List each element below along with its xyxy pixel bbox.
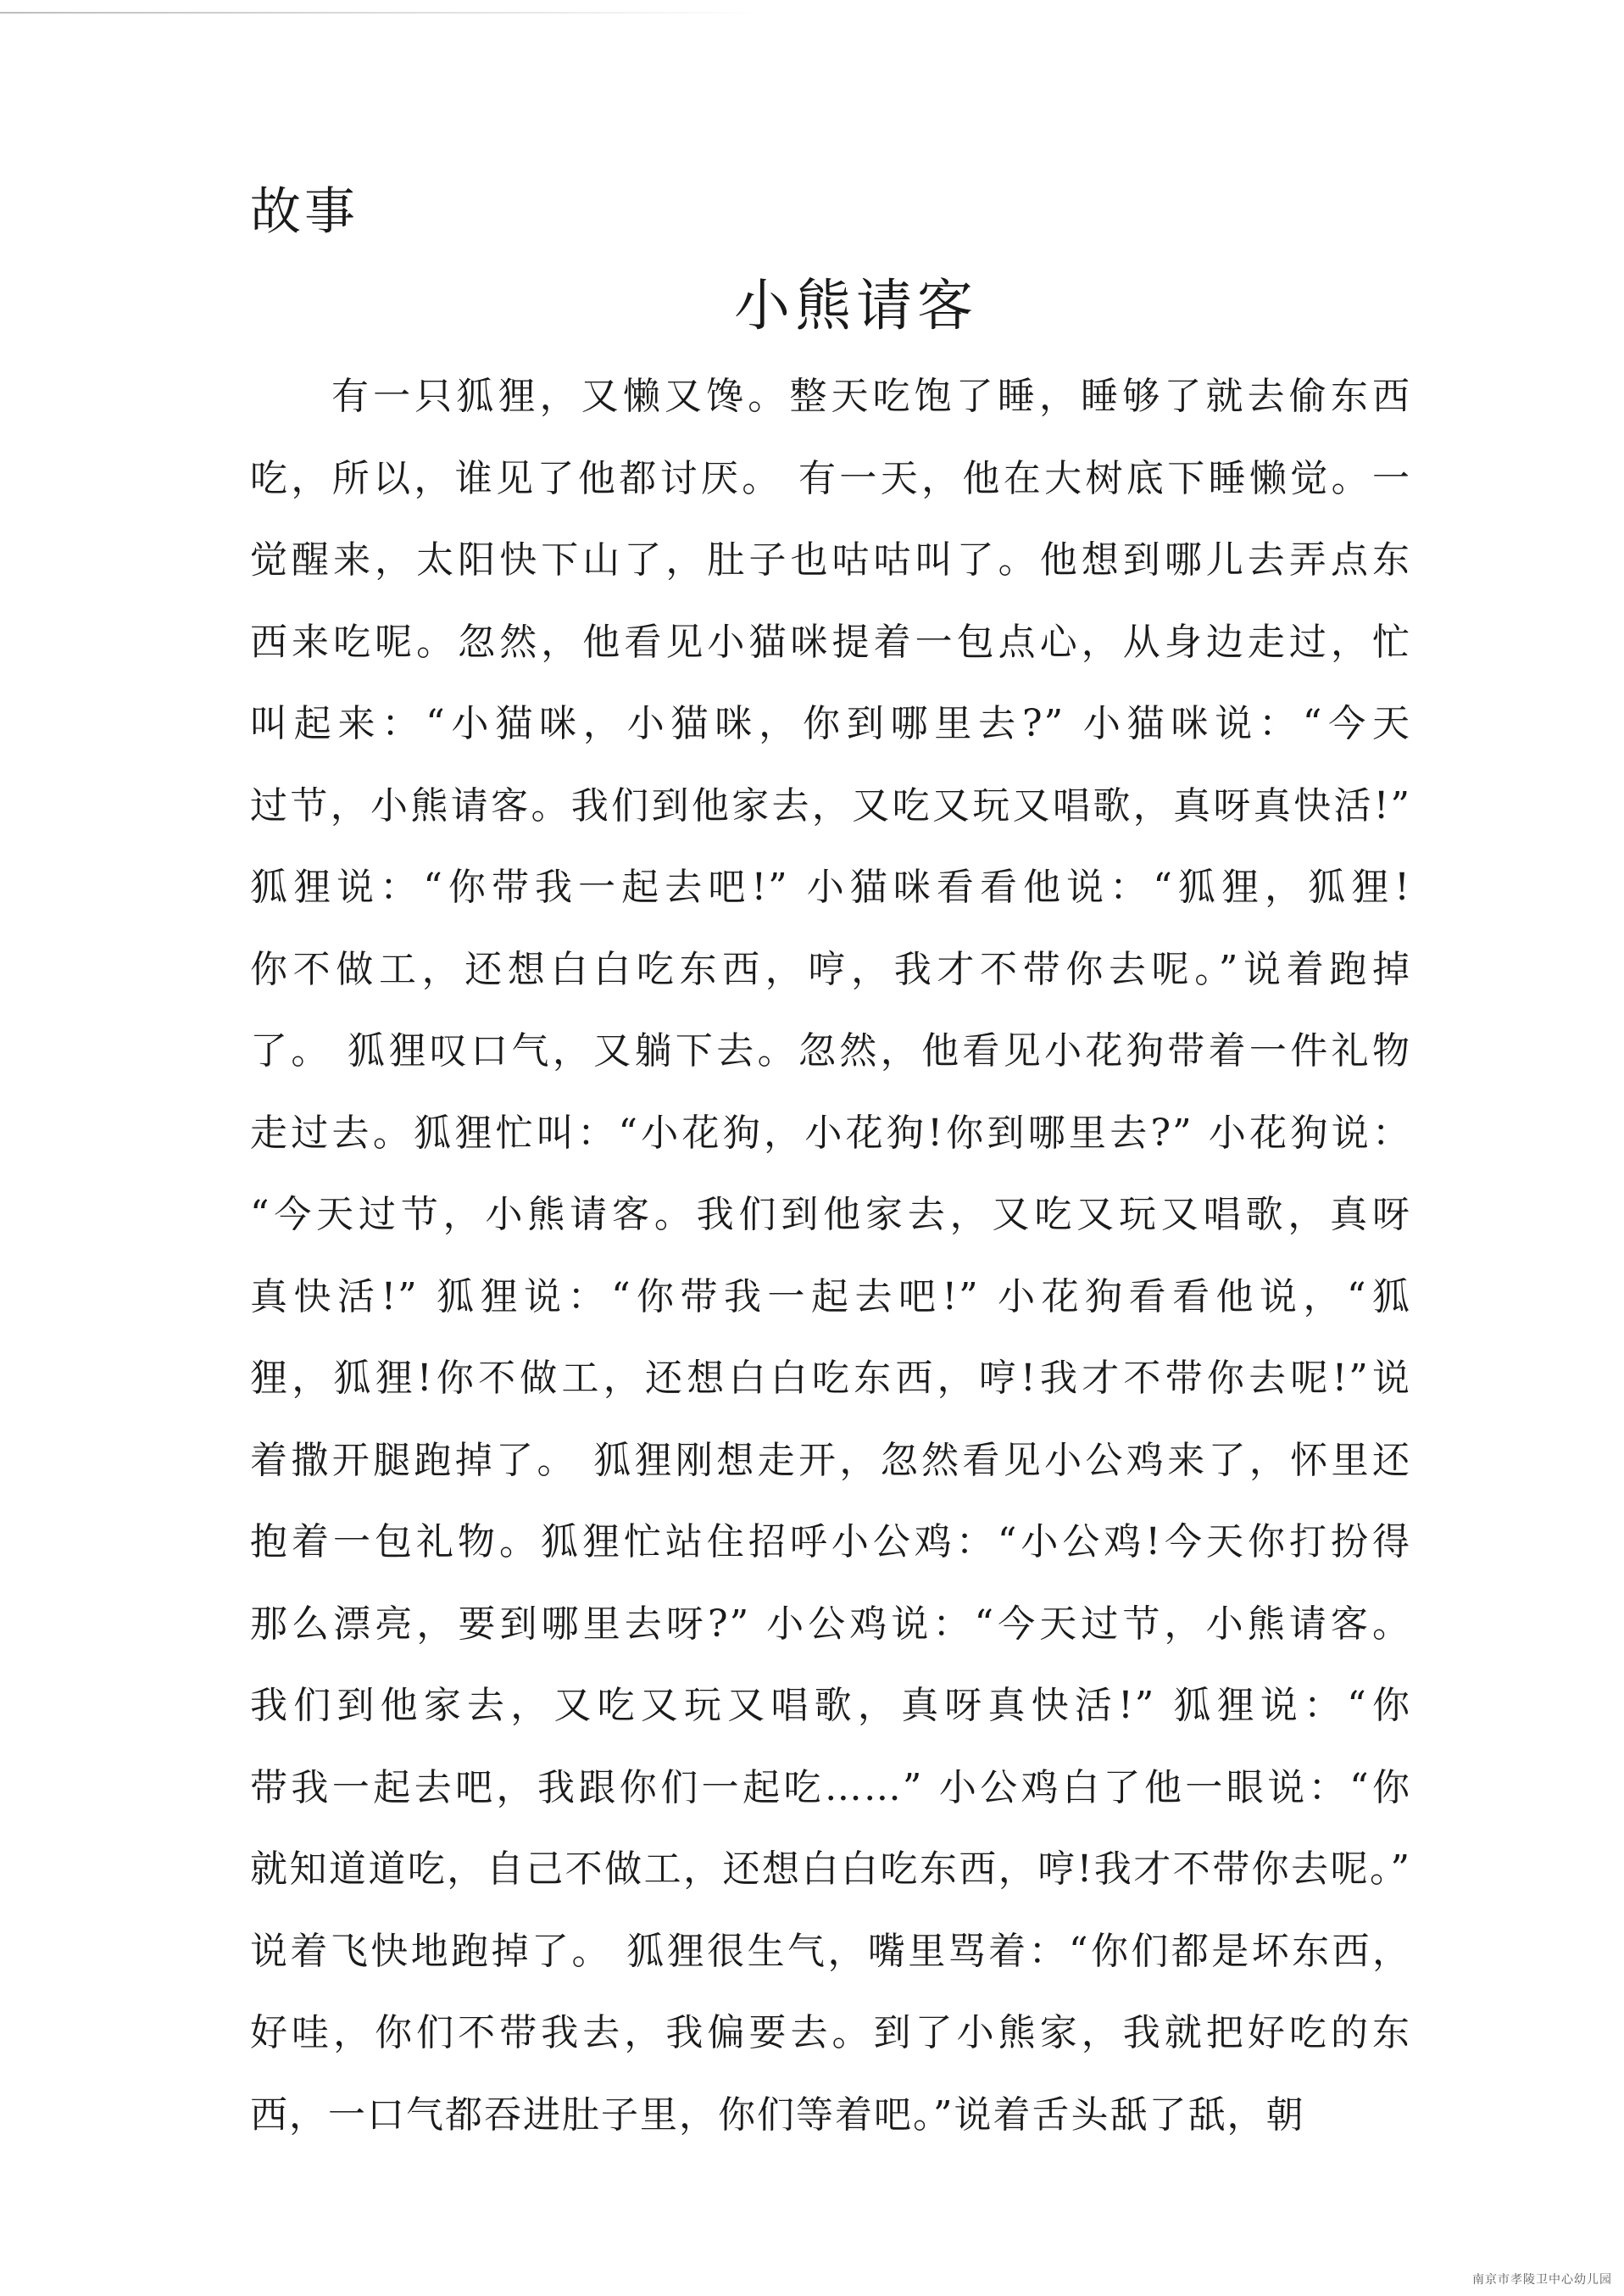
body-line: 带我一起去吧，我跟你们一起吃……” 小公鸡白了他一眼说：“你 [250, 1765, 1411, 1809]
body-line: 说着飞快地跑掉了。 狐狸很生气，嘴里骂着：“你们都是坏东西， [250, 1929, 1411, 1973]
section-label: 故事 [250, 182, 359, 242]
body-line: 我们到他家去，又吃又玩又唱歌，真呀真快活!” 狐狸说：“你 [250, 1684, 1411, 1727]
body-line: 抱着一包礼物。狐狸忙站住招呼小公鸡：“小公鸡!今天你打扮得 [250, 1520, 1411, 1563]
body-line: 着撒开腿跑掉了。 狐狸刚想走开，忽然看见小公鸡来了，怀里还 [250, 1438, 1411, 1482]
body-line: 真快活!” 狐狸说：“你带我一起去吧!” 小花狗看看他说，“狐 [250, 1274, 1411, 1318]
body-line: “今天过节，小熊请客。我们到他家去，又吃又玩又唱歌，真呀 [250, 1193, 1411, 1236]
scan-artifact-line [0, 12, 763, 14]
body-line: 狸，狐狸!你不做工，还想白白吃东西，哼!我才不带你去呢!”说 [250, 1357, 1411, 1400]
body-line: 你不做工，还想白白吃东西，哼，我才不带你去呢。”说着跑掉 [250, 947, 1411, 991]
document-page [250, 178, 1411, 2156]
body-line: 西来吃呢。忽然，他看见小猫咪提着一包点心，从身边走过，忙 [250, 620, 1411, 664]
body-line: 过节，小熊请客。我们到他家去，又吃又玩又唱歌，真呀真快活!” [250, 783, 1411, 828]
story-body [250, 356, 1411, 2156]
body-line: 有一只狐狸，又懒又馋。整天吃饱了睡，睡够了就去偷东西 [331, 375, 1411, 418]
body-line: 觉醒来，太阳快下山了，肚子也咕咕叫了。他想到哪儿去弄点东 [250, 538, 1411, 582]
body-line: 西，一口气都吞进肚子里，你们等着吧。”说着舌头舐了舐，朝 [250, 2093, 1305, 2137]
body-line: 吃，所以，谁见了他都讨厌。 有一天，他在大树底下睡懒觉。一 [250, 456, 1411, 500]
body-line: 了。 狐狸叹口气，又躺下去。忽然，他看见小花狗带着一件礼物 [250, 1029, 1411, 1073]
institution-stamp: 南京市孝陵卫中心幼儿园 [1472, 2273, 1612, 2287]
body-line: 叫起来：“小猫咪，小猫咪，你到哪里去?” 小猫咪说：“今天 [250, 702, 1411, 745]
body-line: 就知道道吃，自己不做工，还想白白吃东西，哼!我才不带你去呢。” [250, 1847, 1411, 1891]
body-line: 好哇，你们不带我去，我偏要去。到了小熊家，我就把好吃的东 [250, 2011, 1411, 2054]
story-title: 小熊请客 [734, 273, 978, 338]
body-line: 狐狸说：“你带我一起去吧!” 小猫咪看看他说：“狐狸，狐狸! [250, 866, 1411, 909]
body-line: 走过去。狐狸忙叫：“小花狗，小花狗!你到哪里去?” 小花狗说： [250, 1111, 1411, 1155]
body-line: 那么漂亮，要到哪里去呀?” 小公鸡说：“今天过节，小熊请客。 [250, 1602, 1411, 1646]
